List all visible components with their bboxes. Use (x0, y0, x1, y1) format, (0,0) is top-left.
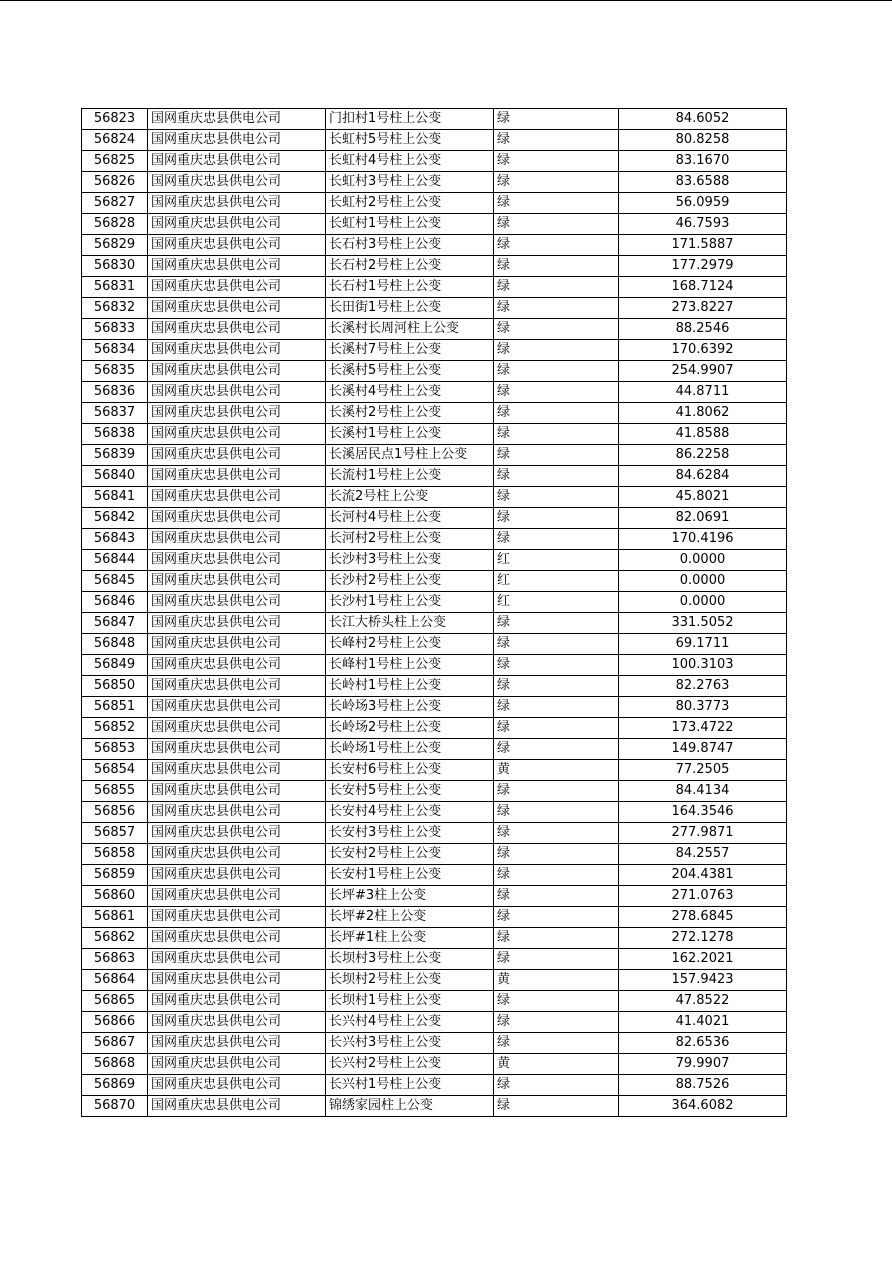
table-row (82, 193, 787, 214)
company-cell: 国网重庆忠县供电公司 (148, 949, 326, 970)
row-id-cell: 56837 (82, 403, 148, 424)
table-row (82, 991, 787, 1012)
row-id-cell: 56850 (82, 676, 148, 697)
transformer-name-cell: 长坪#1柱上公变 (326, 928, 494, 949)
row-id-cell: 56827 (82, 193, 148, 214)
row-id-cell: 56859 (82, 865, 148, 886)
transformer-name-cell: 长虹村5号柱上公变 (326, 130, 494, 151)
data-table (81, 108, 787, 1117)
value-cell: 277.9871 (619, 823, 787, 844)
status-cell: 绿 (494, 298, 619, 319)
row-id-cell: 56849 (82, 655, 148, 676)
status-cell: 绿 (494, 172, 619, 193)
value-cell: 86.2258 (619, 445, 787, 466)
table-row (82, 739, 787, 760)
status-cell: 绿 (494, 697, 619, 718)
value-cell: 77.2505 (619, 760, 787, 781)
status-cell: 绿 (494, 256, 619, 277)
status-cell: 绿 (494, 361, 619, 382)
transformer-name-cell: 长安村3号柱上公变 (326, 823, 494, 844)
transformer-name-cell: 长石村1号柱上公变 (326, 277, 494, 298)
transformer-name-cell: 长河村2号柱上公变 (326, 529, 494, 550)
value-cell: 84.2557 (619, 844, 787, 865)
row-id-cell: 56826 (82, 172, 148, 193)
transformer-name-cell: 长岭村1号柱上公变 (326, 676, 494, 697)
transformer-name-cell: 长岭场3号柱上公变 (326, 697, 494, 718)
value-cell: 56.0959 (619, 193, 787, 214)
table-row (82, 1075, 787, 1096)
row-id-cell: 56869 (82, 1075, 148, 1096)
value-cell: 278.6845 (619, 907, 787, 928)
status-cell: 绿 (494, 151, 619, 172)
row-id-cell: 56840 (82, 466, 148, 487)
row-id-cell: 56855 (82, 781, 148, 802)
company-cell: 国网重庆忠县供电公司 (148, 781, 326, 802)
table-row (82, 844, 787, 865)
company-cell: 国网重庆忠县供电公司 (148, 571, 326, 592)
company-cell: 国网重庆忠县供电公司 (148, 445, 326, 466)
row-id-cell: 56841 (82, 487, 148, 508)
company-cell: 国网重庆忠县供电公司 (148, 676, 326, 697)
table-row (82, 277, 787, 298)
table-row (82, 949, 787, 970)
row-id-cell: 56845 (82, 571, 148, 592)
value-cell: 45.8021 (619, 487, 787, 508)
status-cell: 绿 (494, 634, 619, 655)
table-row (82, 550, 787, 571)
company-cell: 国网重庆忠县供电公司 (148, 970, 326, 991)
value-cell: 80.8258 (619, 130, 787, 151)
company-cell: 国网重庆忠县供电公司 (148, 1033, 326, 1054)
table-row (82, 592, 787, 613)
company-cell: 国网重庆忠县供电公司 (148, 991, 326, 1012)
status-cell: 绿 (494, 928, 619, 949)
company-cell: 国网重庆忠县供电公司 (148, 256, 326, 277)
status-cell: 绿 (494, 1012, 619, 1033)
value-cell: 170.4196 (619, 529, 787, 550)
company-cell: 国网重庆忠县供电公司 (148, 277, 326, 298)
transformer-name-cell: 长安村4号柱上公变 (326, 802, 494, 823)
transformer-name-cell: 长兴村2号柱上公变 (326, 1054, 494, 1075)
value-cell: 0.0000 (619, 571, 787, 592)
transformer-name-cell: 长流村1号柱上公变 (326, 466, 494, 487)
value-cell: 177.2979 (619, 256, 787, 277)
transformer-name-cell: 长虹村1号柱上公变 (326, 214, 494, 235)
table-row (82, 340, 787, 361)
company-cell: 国网重庆忠县供电公司 (148, 130, 326, 151)
value-cell: 41.8588 (619, 424, 787, 445)
company-cell: 国网重庆忠县供电公司 (148, 1075, 326, 1096)
row-id-cell: 56870 (82, 1096, 148, 1117)
table-row (82, 151, 787, 172)
table-row (82, 529, 787, 550)
company-cell: 国网重庆忠县供电公司 (148, 235, 326, 256)
status-cell: 绿 (494, 991, 619, 1012)
status-cell: 绿 (494, 130, 619, 151)
status-cell: 绿 (494, 676, 619, 697)
value-cell: 171.5887 (619, 235, 787, 256)
value-cell: 82.6536 (619, 1033, 787, 1054)
company-cell: 国网重庆忠县供电公司 (148, 340, 326, 361)
value-cell: 79.9907 (619, 1054, 787, 1075)
row-id-cell: 56847 (82, 613, 148, 634)
row-id-cell: 56832 (82, 298, 148, 319)
value-cell: 100.3103 (619, 655, 787, 676)
company-cell: 国网重庆忠县供电公司 (148, 214, 326, 235)
table-row (82, 487, 787, 508)
status-cell: 红 (494, 571, 619, 592)
status-cell: 绿 (494, 340, 619, 361)
row-id-cell: 56865 (82, 991, 148, 1012)
table-row (82, 256, 787, 277)
table-row (82, 718, 787, 739)
transformer-name-cell: 长虹村4号柱上公变 (326, 151, 494, 172)
status-cell: 绿 (494, 718, 619, 739)
company-cell: 国网重庆忠县供电公司 (148, 928, 326, 949)
status-cell: 红 (494, 592, 619, 613)
table-row (82, 571, 787, 592)
value-cell: 273.8227 (619, 298, 787, 319)
row-id-cell: 56839 (82, 445, 148, 466)
company-cell: 国网重庆忠县供电公司 (148, 403, 326, 424)
company-cell: 国网重庆忠县供电公司 (148, 529, 326, 550)
company-cell: 国网重庆忠县供电公司 (148, 802, 326, 823)
value-cell: 88.2546 (619, 319, 787, 340)
transformer-name-cell: 长岭场1号柱上公变 (326, 739, 494, 760)
row-id-cell: 56830 (82, 256, 148, 277)
status-cell: 绿 (494, 403, 619, 424)
value-cell: 44.8711 (619, 382, 787, 403)
status-cell: 绿 (494, 844, 619, 865)
status-cell: 绿 (494, 382, 619, 403)
transformer-name-cell: 长兴村1号柱上公变 (326, 1075, 494, 1096)
table-row (82, 1033, 787, 1054)
row-id-cell: 56856 (82, 802, 148, 823)
status-cell: 绿 (494, 214, 619, 235)
status-cell: 绿 (494, 1033, 619, 1054)
transformer-name-cell: 长溪居民点1号柱上公变 (326, 445, 494, 466)
company-cell: 国网重庆忠县供电公司 (148, 634, 326, 655)
company-cell: 国网重庆忠县供电公司 (148, 151, 326, 172)
company-cell: 国网重庆忠县供电公司 (148, 382, 326, 403)
value-cell: 88.7526 (619, 1075, 787, 1096)
table-row (82, 886, 787, 907)
value-cell: 84.6284 (619, 466, 787, 487)
status-cell: 绿 (494, 802, 619, 823)
row-id-cell: 56848 (82, 634, 148, 655)
row-id-cell: 56857 (82, 823, 148, 844)
page-top-rule (0, 0, 892, 1)
table-row (82, 130, 787, 151)
transformer-name-cell: 长安村6号柱上公变 (326, 760, 494, 781)
value-cell: 364.6082 (619, 1096, 787, 1117)
company-cell: 国网重庆忠县供电公司 (148, 865, 326, 886)
company-cell: 国网重庆忠县供电公司 (148, 739, 326, 760)
transformer-name-cell: 长安村2号柱上公变 (326, 844, 494, 865)
transformer-name-cell: 长溪村5号柱上公变 (326, 361, 494, 382)
transformer-name-cell: 长岭场2号柱上公变 (326, 718, 494, 739)
transformer-name-cell: 长坪#2柱上公变 (326, 907, 494, 928)
transformer-name-cell: 长兴村3号柱上公变 (326, 1033, 494, 1054)
row-id-cell: 56833 (82, 319, 148, 340)
company-cell: 国网重庆忠县供电公司 (148, 697, 326, 718)
value-cell: 46.7593 (619, 214, 787, 235)
row-id-cell: 56825 (82, 151, 148, 172)
value-cell: 254.9907 (619, 361, 787, 382)
table-row (82, 676, 787, 697)
company-cell: 国网重庆忠县供电公司 (148, 487, 326, 508)
row-id-cell: 56868 (82, 1054, 148, 1075)
value-cell: 80.3773 (619, 697, 787, 718)
transformer-name-cell: 长田街1号柱上公变 (326, 298, 494, 319)
company-cell: 国网重庆忠县供电公司 (148, 1012, 326, 1033)
row-id-cell: 56854 (82, 760, 148, 781)
status-cell: 绿 (494, 613, 619, 634)
company-cell: 国网重庆忠县供电公司 (148, 109, 326, 130)
transformer-name-cell: 长虹村3号柱上公变 (326, 172, 494, 193)
status-cell: 绿 (494, 193, 619, 214)
row-id-cell: 56852 (82, 718, 148, 739)
table-row (82, 865, 787, 886)
company-cell: 国网重庆忠县供电公司 (148, 844, 326, 865)
table-row (82, 403, 787, 424)
row-id-cell: 56851 (82, 697, 148, 718)
row-id-cell: 56842 (82, 508, 148, 529)
row-id-cell: 56858 (82, 844, 148, 865)
transformer-name-cell: 长安村5号柱上公变 (326, 781, 494, 802)
table-row (82, 760, 787, 781)
value-cell: 47.8522 (619, 991, 787, 1012)
table-row (82, 907, 787, 928)
company-cell: 国网重庆忠县供电公司 (148, 172, 326, 193)
table-row (82, 235, 787, 256)
row-id-cell: 56834 (82, 340, 148, 361)
value-cell: 164.3546 (619, 802, 787, 823)
transformer-name-cell: 长峰村1号柱上公变 (326, 655, 494, 676)
transformer-name-cell: 长沙村3号柱上公变 (326, 550, 494, 571)
status-cell: 绿 (494, 445, 619, 466)
row-id-cell: 56864 (82, 970, 148, 991)
status-cell: 绿 (494, 1096, 619, 1117)
company-cell: 国网重庆忠县供电公司 (148, 550, 326, 571)
transformer-name-cell: 长石村3号柱上公变 (326, 235, 494, 256)
table-row (82, 361, 787, 382)
table-row (82, 466, 787, 487)
row-id-cell: 56863 (82, 949, 148, 970)
table-row (82, 928, 787, 949)
transformer-name-cell: 长坝村1号柱上公变 (326, 991, 494, 1012)
transformer-name-cell: 长沙村2号柱上公变 (326, 571, 494, 592)
value-cell: 0.0000 (619, 592, 787, 613)
transformer-name-cell: 长坪#3柱上公变 (326, 886, 494, 907)
row-id-cell: 56866 (82, 1012, 148, 1033)
value-cell: 84.6052 (619, 109, 787, 130)
transformer-name-cell: 长溪村4号柱上公变 (326, 382, 494, 403)
transformer-name-cell: 长溪村2号柱上公变 (326, 403, 494, 424)
transformer-name-cell: 门扣村1号柱上公变 (326, 109, 494, 130)
status-cell: 绿 (494, 424, 619, 445)
transformer-name-cell: 长溪村1号柱上公变 (326, 424, 494, 445)
row-id-cell: 56835 (82, 361, 148, 382)
table-row (82, 382, 787, 403)
company-cell: 国网重庆忠县供电公司 (148, 193, 326, 214)
row-id-cell: 56860 (82, 886, 148, 907)
value-cell: 82.2763 (619, 676, 787, 697)
value-cell: 157.9423 (619, 970, 787, 991)
value-cell: 69.1711 (619, 634, 787, 655)
company-cell: 国网重庆忠县供电公司 (148, 886, 326, 907)
company-cell: 国网重庆忠县供电公司 (148, 655, 326, 676)
value-cell: 331.5052 (619, 613, 787, 634)
company-cell: 国网重庆忠县供电公司 (148, 613, 326, 634)
row-id-cell: 56844 (82, 550, 148, 571)
row-id-cell: 56862 (82, 928, 148, 949)
value-cell: 83.1670 (619, 151, 787, 172)
table-row (82, 1096, 787, 1117)
table-row (82, 109, 787, 130)
status-cell: 黄 (494, 760, 619, 781)
status-cell: 绿 (494, 277, 619, 298)
value-cell: 149.8747 (619, 739, 787, 760)
value-cell: 0.0000 (619, 550, 787, 571)
table-body (82, 109, 787, 1117)
status-cell: 绿 (494, 235, 619, 256)
company-cell: 国网重庆忠县供电公司 (148, 907, 326, 928)
row-id-cell: 56846 (82, 592, 148, 613)
company-cell: 国网重庆忠县供电公司 (148, 424, 326, 445)
transformer-name-cell: 长流2号柱上公变 (326, 487, 494, 508)
table-row (82, 445, 787, 466)
company-cell: 国网重庆忠县供电公司 (148, 298, 326, 319)
status-cell: 黄 (494, 1054, 619, 1075)
status-cell: 绿 (494, 487, 619, 508)
company-cell: 国网重庆忠县供电公司 (148, 760, 326, 781)
transformer-name-cell: 长江大桥头柱上公变 (326, 613, 494, 634)
transformer-name-cell: 长坝村3号柱上公变 (326, 949, 494, 970)
company-cell: 国网重庆忠县供电公司 (148, 361, 326, 382)
value-cell: 162.2021 (619, 949, 787, 970)
table-row (82, 613, 787, 634)
transformer-name-cell: 长溪村长周河柱上公变 (326, 319, 494, 340)
company-cell: 国网重庆忠县供电公司 (148, 592, 326, 613)
status-cell: 绿 (494, 655, 619, 676)
status-cell: 绿 (494, 886, 619, 907)
value-cell: 272.1278 (619, 928, 787, 949)
table-row (82, 781, 787, 802)
table-row (82, 214, 787, 235)
row-id-cell: 56831 (82, 277, 148, 298)
table-row (82, 823, 787, 844)
status-cell: 绿 (494, 823, 619, 844)
status-cell: 红 (494, 550, 619, 571)
row-id-cell: 56843 (82, 529, 148, 550)
status-cell: 绿 (494, 319, 619, 340)
transformer-name-cell: 长河村4号柱上公变 (326, 508, 494, 529)
row-id-cell: 56823 (82, 109, 148, 130)
company-cell: 国网重庆忠县供电公司 (148, 319, 326, 340)
status-cell: 绿 (494, 508, 619, 529)
value-cell: 41.4021 (619, 1012, 787, 1033)
transformer-name-cell: 长峰村2号柱上公变 (326, 634, 494, 655)
row-id-cell: 56828 (82, 214, 148, 235)
company-cell: 国网重庆忠县供电公司 (148, 508, 326, 529)
value-cell: 84.4134 (619, 781, 787, 802)
table-row (82, 319, 787, 340)
company-cell: 国网重庆忠县供电公司 (148, 1096, 326, 1117)
table-row (82, 655, 787, 676)
table-row (82, 424, 787, 445)
company-cell: 国网重庆忠县供电公司 (148, 823, 326, 844)
value-cell: 82.0691 (619, 508, 787, 529)
transformer-name-cell: 长安村1号柱上公变 (326, 865, 494, 886)
transformer-name-cell: 长兴村4号柱上公变 (326, 1012, 494, 1033)
row-id-cell: 56824 (82, 130, 148, 151)
status-cell: 绿 (494, 907, 619, 928)
company-cell: 国网重庆忠县供电公司 (148, 718, 326, 739)
status-cell: 绿 (494, 781, 619, 802)
status-cell: 黄 (494, 970, 619, 991)
transformer-name-cell: 长石村2号柱上公变 (326, 256, 494, 277)
status-cell: 绿 (494, 865, 619, 886)
status-cell: 绿 (494, 949, 619, 970)
transformer-name-cell: 长虹村2号柱上公变 (326, 193, 494, 214)
value-cell: 41.8062 (619, 403, 787, 424)
transformer-name-cell: 锦绣家园柱上公变 (326, 1096, 494, 1117)
status-cell: 绿 (494, 466, 619, 487)
table-row (82, 508, 787, 529)
table-row (82, 1012, 787, 1033)
table-row (82, 802, 787, 823)
transformer-name-cell: 长坝村2号柱上公变 (326, 970, 494, 991)
transformer-name-cell: 长溪村7号柱上公变 (326, 340, 494, 361)
table-row (82, 697, 787, 718)
value-cell: 173.4722 (619, 718, 787, 739)
status-cell: 绿 (494, 1075, 619, 1096)
row-id-cell: 56838 (82, 424, 148, 445)
table-row (82, 298, 787, 319)
table-row (82, 1054, 787, 1075)
row-id-cell: 56829 (82, 235, 148, 256)
value-cell: 168.7124 (619, 277, 787, 298)
value-cell: 170.6392 (619, 340, 787, 361)
transformer-name-cell: 长沙村1号柱上公变 (326, 592, 494, 613)
status-cell: 绿 (494, 109, 619, 130)
company-cell: 国网重庆忠县供电公司 (148, 466, 326, 487)
row-id-cell: 56836 (82, 382, 148, 403)
company-cell: 国网重庆忠县供电公司 (148, 1054, 326, 1075)
row-id-cell: 56853 (82, 739, 148, 760)
table-row (82, 172, 787, 193)
table-row (82, 970, 787, 991)
value-cell: 204.4381 (619, 865, 787, 886)
value-cell: 83.6588 (619, 172, 787, 193)
status-cell: 绿 (494, 529, 619, 550)
table-row (82, 634, 787, 655)
row-id-cell: 56861 (82, 907, 148, 928)
row-id-cell: 56867 (82, 1033, 148, 1054)
status-cell: 绿 (494, 739, 619, 760)
value-cell: 271.0763 (619, 886, 787, 907)
